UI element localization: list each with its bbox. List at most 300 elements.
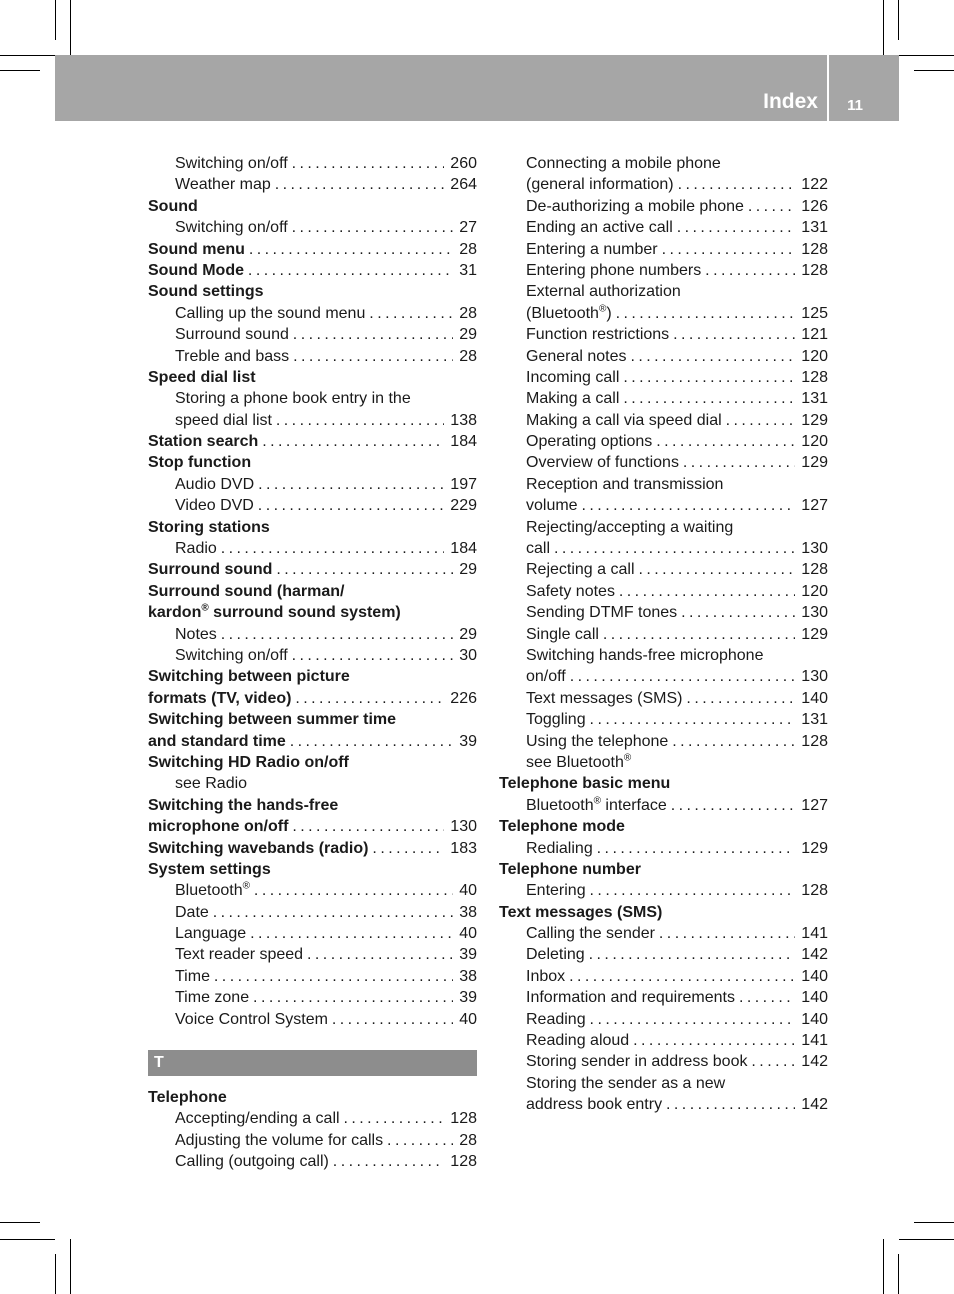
page-reference[interactable]: 140 <box>795 688 828 709</box>
index-entry-subitem <box>499 217 828 238</box>
entry-label: Inbox <box>526 967 566 985</box>
entry-label: (general information) <box>526 176 674 194</box>
entry-label: Calling (outgoing call) <box>175 1153 329 1171</box>
entry-text <box>526 946 585 963</box>
entry-label: Surround sound <box>175 326 289 344</box>
entry-label: Telephone number <box>499 860 641 878</box>
index-entry-subitem <box>148 410 477 431</box>
crop-mark <box>0 70 40 71</box>
entry-text <box>148 241 245 258</box>
page-reference[interactable]: 27 <box>453 217 477 238</box>
index-list-right <box>499 153 828 1116</box>
entry-text <box>175 219 288 236</box>
page-reference[interactable]: 28 <box>453 346 477 367</box>
page-reference[interactable]: 131 <box>795 709 828 730</box>
index-entry-subitem <box>499 645 828 666</box>
entry-text <box>175 326 289 343</box>
entry-text <box>526 668 566 685</box>
page-reference[interactable]: 30 <box>453 645 477 666</box>
index-entry-subitem <box>148 1130 477 1151</box>
entry-text <box>175 348 289 365</box>
page-reference[interactable]: 184 <box>444 538 477 559</box>
section-letter-bar <box>148 1050 477 1076</box>
entry-label: Switching between picture <box>148 668 350 686</box>
entry-label: Stop function <box>148 454 252 472</box>
entry-label: Storing a phone book entry in the <box>175 390 411 408</box>
index-entry-subitem <box>499 602 828 623</box>
entry-label: Text reader speed <box>175 946 304 964</box>
entry-label: Switching wavebands (radio) <box>148 839 369 857</box>
page-reference[interactable]: 28 <box>453 239 477 260</box>
entry-label-continued: surround sound system) <box>208 604 401 622</box>
page-reference[interactable]: 226 <box>444 688 477 709</box>
entry-label: Text messages (SMS) <box>526 689 683 707</box>
entry-text <box>175 1011 328 1028</box>
entry-label: Audio DVD <box>175 475 255 493</box>
entry-label-continued: ) <box>606 304 612 322</box>
crop-mark <box>898 1254 899 1294</box>
entry-text <box>526 326 669 343</box>
index-entry-subitem <box>148 624 477 645</box>
entry-label: Entering a number <box>526 240 658 258</box>
index-entry-heading <box>148 1087 477 1108</box>
entry-label: Incoming call <box>526 368 620 386</box>
page-reference[interactable]: 229 <box>444 495 477 516</box>
page-reference[interactable]: 142 <box>795 1094 828 1115</box>
entry-text <box>526 390 619 407</box>
entry-text <box>526 1011 586 1028</box>
entry-label: Storing sender in address book <box>526 1053 748 1071</box>
crop-mark <box>0 1222 40 1223</box>
page-reference[interactable]: 40 <box>453 1009 477 1030</box>
entry-text <box>148 454 251 471</box>
index-entry-heading <box>148 859 477 880</box>
crop-mark <box>914 1222 954 1223</box>
entry-label: Single call <box>526 625 599 643</box>
entry-label: speed dial list <box>175 411 272 429</box>
index-entry-heading <box>148 452 477 473</box>
index-entry-subitem <box>499 410 828 431</box>
index-entry-subitem <box>499 966 828 987</box>
index-entry-subitem <box>499 581 828 602</box>
entry-label: General notes <box>526 347 627 365</box>
index-entry-subitem <box>148 944 477 965</box>
index-entry-heading <box>148 731 477 752</box>
entry-text <box>175 497 254 514</box>
page-reference[interactable]: 129 <box>795 838 828 859</box>
index-entry-subitem <box>499 196 828 217</box>
entry-text <box>175 176 271 193</box>
entry-text <box>175 882 250 899</box>
entry-text <box>526 561 635 578</box>
index-entry-subitem <box>148 388 477 409</box>
index-entry-heading <box>148 795 477 816</box>
entry-label: Radio <box>175 540 217 558</box>
entry-text <box>175 476 254 493</box>
index-entry-subitem <box>499 388 828 409</box>
page-reference[interactable]: 28 <box>453 1130 477 1151</box>
page-reference[interactable]: 127 <box>795 495 828 516</box>
entry-label: Speed dial list <box>148 368 256 386</box>
entry-text <box>526 989 735 1006</box>
section-letter: T <box>154 1054 164 1072</box>
index-entry-subitem <box>499 431 828 452</box>
page-reference[interactable]: 128 <box>795 559 828 580</box>
index-entry-heading <box>148 196 477 217</box>
page-reference[interactable]: 129 <box>795 452 828 473</box>
index-entry-subitem <box>499 495 828 516</box>
page-reference[interactable]: 260 <box>444 153 477 174</box>
entry-label: call <box>526 540 551 558</box>
entry-label: Bluetooth <box>175 882 243 900</box>
page-reference[interactable]: 120 <box>795 431 828 452</box>
index-entry-subitem <box>148 217 477 238</box>
entry-label: Station search <box>148 433 259 451</box>
entry-label: Telephone basic menu <box>499 775 671 793</box>
entry-label: Surround sound <box>148 561 273 579</box>
entry-text <box>526 412 722 429</box>
entry-label: Text messages (SMS) <box>499 903 663 921</box>
index-list-left-a <box>148 153 477 1030</box>
index-entry-subitem <box>148 1151 477 1172</box>
crop-mark <box>883 1239 884 1294</box>
entry-text <box>175 904 209 921</box>
entry-text <box>526 690 682 707</box>
crop-mark <box>0 55 55 56</box>
entry-label: formats (TV, video) <box>148 689 292 707</box>
page-reference[interactable]: 129 <box>795 410 828 431</box>
index-entry-subitem <box>499 1030 828 1051</box>
entry-text <box>175 989 249 1006</box>
index-entry-heading <box>499 859 828 880</box>
page-reference[interactable]: 128 <box>795 239 828 260</box>
crop-mark <box>883 0 884 55</box>
entry-label: Making a call via speed dial <box>526 411 722 429</box>
index-entry-subitem <box>499 944 828 965</box>
page-reference[interactable]: 120 <box>795 581 828 602</box>
crop-mark <box>0 1239 55 1240</box>
entry-label: Telephone mode <box>499 818 625 836</box>
index-entry-heading <box>148 431 477 452</box>
index-entry-subitem <box>148 923 477 944</box>
registered-mark: ® <box>623 752 632 764</box>
index-entry-subitem <box>148 902 477 923</box>
entry-text <box>148 690 291 707</box>
entry-text <box>148 262 244 279</box>
entry-text <box>148 519 270 536</box>
entry-label: Operating options <box>526 433 653 451</box>
page-reference[interactable]: 38 <box>453 902 477 923</box>
index-entry-subitem <box>148 153 477 174</box>
entry-text <box>526 241 658 258</box>
page-reference[interactable]: 38 <box>453 966 477 987</box>
index-entry-subitem <box>499 303 828 324</box>
entry-label: on/off <box>526 668 566 686</box>
entry-label: microphone on/off <box>148 818 289 836</box>
crop-mark <box>70 1239 71 1294</box>
page-reference[interactable]: 40 <box>453 923 477 944</box>
entry-text <box>499 904 662 921</box>
page-reference[interactable]: 197 <box>444 474 477 495</box>
page-title: Index <box>763 90 818 113</box>
entry-label: Information and requirements <box>526 989 735 1007</box>
entry-text <box>526 219 673 236</box>
entry-text <box>526 348 627 365</box>
index-column-right <box>499 153 828 1116</box>
page-reference[interactable]: 264 <box>444 174 477 195</box>
entry-text <box>526 754 631 771</box>
entry-label: (Bluetooth <box>526 304 599 322</box>
page-reference[interactable]: 39 <box>453 944 477 965</box>
crop-mark <box>55 0 56 40</box>
entry-text <box>175 412 272 429</box>
entry-label: Sound <box>148 197 198 215</box>
page-number: 11 <box>847 97 863 114</box>
page-reference[interactable]: 128 <box>444 1151 477 1172</box>
page-reference[interactable]: 127 <box>795 795 828 816</box>
page-reference[interactable]: 130 <box>795 602 828 623</box>
entry-label: Deleting <box>526 946 585 964</box>
entry-label: Sound menu <box>148 240 245 258</box>
index-entry-subitem <box>499 731 828 752</box>
index-entry-subitem <box>499 174 828 195</box>
registered-mark: ® <box>242 880 250 892</box>
index-entry-heading <box>148 260 477 281</box>
entry-label: Reading aloud <box>526 1032 630 1050</box>
entry-label: address book entry <box>526 1096 663 1114</box>
registered-mark: ® <box>598 303 607 315</box>
entry-text <box>526 647 763 664</box>
entry-text <box>175 968 210 985</box>
index-entry-heading <box>148 752 477 773</box>
page-reference[interactable]: 129 <box>795 624 828 645</box>
entry-label: Surround sound (harman/ <box>148 582 345 600</box>
entry-label: Entering <box>526 882 586 900</box>
entry-label: Storing stations <box>148 518 270 536</box>
entry-label: Switching on/off <box>175 219 288 237</box>
entry-text <box>526 454 679 471</box>
index-entry-subitem <box>499 987 828 1008</box>
registered-mark: ® <box>593 795 601 807</box>
page-reference[interactable]: 183 <box>444 838 477 859</box>
entry-text <box>148 433 258 450</box>
page-reference[interactable]: 140 <box>795 966 828 987</box>
index-entry-subitem <box>148 1108 477 1129</box>
entry-label: De-authorizing a mobile phone <box>526 197 744 215</box>
page-reference[interactable]: 141 <box>795 1030 828 1051</box>
index-entry-heading <box>148 838 477 859</box>
page-reference[interactable]: 39 <box>453 731 477 752</box>
entry-text <box>148 583 344 600</box>
index-entry-subitem <box>499 795 828 816</box>
index-entry-subitem <box>499 153 828 174</box>
page-reference[interactable]: 40 <box>453 880 477 901</box>
index-entry-subitem <box>499 260 828 281</box>
page-reference[interactable]: 122 <box>795 174 828 195</box>
entry-text <box>526 711 586 728</box>
entry-label: Language <box>175 925 247 943</box>
entry-label: Bluetooth <box>526 796 594 814</box>
entry-label: Time zone <box>175 989 250 1007</box>
index-entry-heading <box>148 281 477 302</box>
entry-text <box>175 305 365 322</box>
index-entry-heading <box>148 367 477 388</box>
index-entry-subitem <box>499 752 828 773</box>
index-entry-subitem <box>148 773 477 794</box>
entry-label-continued: interface <box>600 796 667 814</box>
entry-label: Rejecting a call <box>526 561 635 579</box>
page-reference[interactable]: 126 <box>795 196 828 217</box>
index-entry-subitem <box>148 346 477 367</box>
entry-label: Switching on/off <box>175 155 288 172</box>
page-reference[interactable]: 31 <box>453 260 477 281</box>
index-entry-subitem <box>499 346 828 367</box>
index-entry-subitem <box>499 923 828 944</box>
index-entry-subitem <box>499 559 828 580</box>
page-reference[interactable]: 29 <box>453 324 477 345</box>
index-entry-subitem <box>148 174 477 195</box>
page-reference[interactable]: 128 <box>444 1108 477 1129</box>
page-reference[interactable]: 120 <box>795 346 828 367</box>
page-reference[interactable]: 128 <box>795 731 828 752</box>
entry-label: Switching on/off <box>175 646 288 664</box>
entry-label: Entering phone numbers <box>526 261 702 279</box>
index-entry-subitem <box>148 538 477 559</box>
page-reference[interactable]: 138 <box>444 410 477 431</box>
entry-text <box>499 818 625 835</box>
index-entry-subitem <box>499 474 828 495</box>
index-entry-subitem <box>148 303 477 324</box>
page-reference[interactable]: 142 <box>795 944 828 965</box>
index-entry-subitem <box>499 1094 828 1115</box>
page-reference[interactable]: 29 <box>453 624 477 645</box>
entry-text <box>526 604 677 621</box>
entry-label: Video DVD <box>175 497 254 515</box>
page-reference[interactable]: 39 <box>453 987 477 1008</box>
page-reference[interactable]: 28 <box>453 303 477 324</box>
entry-label: Connecting a mobile phone <box>526 155 721 172</box>
entry-text <box>148 797 338 814</box>
page-reference[interactable]: 128 <box>795 367 828 388</box>
entry-label: System settings <box>148 860 271 878</box>
entry-text <box>175 390 411 407</box>
entry-label: Telephone <box>148 1089 227 1107</box>
entry-text <box>175 626 217 643</box>
index-entry-subitem <box>499 688 828 709</box>
entry-label: and standard time <box>148 732 286 750</box>
index-list-left-b <box>148 1087 477 1173</box>
entry-label: volume <box>526 497 578 515</box>
page-reference[interactable]: 130 <box>795 666 828 687</box>
index-entry-subitem <box>499 324 828 345</box>
crop-mark <box>898 0 899 40</box>
page-reference[interactable]: 184 <box>444 431 477 452</box>
page-reference[interactable]: 130 <box>444 816 477 837</box>
entry-text <box>175 775 247 792</box>
entry-label: Reading <box>526 1010 586 1028</box>
entry-label: Rejecting/accepting a waiting <box>526 518 734 536</box>
entry-text <box>499 861 641 878</box>
entry-label: Treble and bass <box>175 347 290 365</box>
entry-label: Switching hands-free microphone <box>526 646 764 664</box>
index-entry-subitem <box>499 517 828 538</box>
entry-label: Voice Control System <box>175 1010 328 1028</box>
page-reference[interactable]: 141 <box>795 923 828 944</box>
entry-text <box>526 968 565 985</box>
entry-text <box>148 754 349 771</box>
entry-text <box>526 198 744 215</box>
entry-text <box>148 369 256 386</box>
entry-label: Toggling <box>526 711 586 729</box>
page-reference[interactable]: 128 <box>795 880 828 901</box>
index-entry-subitem <box>499 1009 828 1030</box>
index-entry-subitem <box>148 1009 477 1030</box>
index-entry-heading <box>148 666 477 687</box>
index-entry-heading <box>499 773 828 794</box>
entry-label: Storing the sender as a new <box>526 1074 726 1092</box>
entry-label: Time <box>175 967 210 985</box>
page-reference[interactable]: 130 <box>795 538 828 559</box>
index-entry-heading <box>148 602 477 623</box>
page-reference[interactable]: 125 <box>795 303 828 324</box>
entry-text <box>526 925 655 942</box>
index-entry-subitem <box>499 538 828 559</box>
entry-text <box>526 433 652 450</box>
index-entry-subitem <box>499 666 828 687</box>
entry-text <box>526 840 593 857</box>
entry-text <box>175 1132 383 1149</box>
page-reference[interactable]: 121 <box>795 324 828 345</box>
entry-text <box>148 668 350 685</box>
index-entry-heading <box>148 581 477 602</box>
index-entry-subitem <box>499 281 828 302</box>
index-entry-heading <box>148 517 477 538</box>
page-reference[interactable]: 131 <box>795 217 828 238</box>
entry-text <box>526 1096 662 1113</box>
entry-text <box>148 561 272 578</box>
entry-text <box>148 840 368 857</box>
page-reference[interactable]: 140 <box>795 987 828 1008</box>
index-entry-subitem <box>499 1073 828 1094</box>
entry-label: Ending an active call <box>526 219 673 237</box>
index-entry-heading <box>148 688 477 709</box>
page-reference[interactable]: 29 <box>453 559 477 580</box>
index-entry-heading <box>499 902 828 923</box>
page-reference[interactable]: 142 <box>795 1051 828 1072</box>
index-entry-heading <box>148 559 477 580</box>
crop-mark <box>55 1254 56 1294</box>
entry-text <box>175 925 246 942</box>
index-entry-subitem <box>499 880 828 901</box>
entry-text <box>175 1110 340 1127</box>
entry-text <box>499 775 670 792</box>
index-entry-heading <box>499 816 828 837</box>
entry-text <box>175 1153 329 1170</box>
entry-text <box>526 1053 747 1070</box>
entry-label: Accepting/ending a call <box>175 1110 340 1128</box>
page-reference[interactable]: 131 <box>795 388 828 409</box>
page-reference[interactable]: 140 <box>795 1009 828 1030</box>
index-entry-heading <box>148 816 477 837</box>
entry-label: kardon <box>148 604 202 622</box>
page-reference[interactable]: 128 <box>795 260 828 281</box>
entry-text <box>148 1089 227 1106</box>
entry-label: Making a call <box>526 390 620 408</box>
entry-text <box>175 155 288 172</box>
entry-text <box>526 305 612 322</box>
entry-text <box>148 861 271 878</box>
entry-text <box>526 476 723 493</box>
